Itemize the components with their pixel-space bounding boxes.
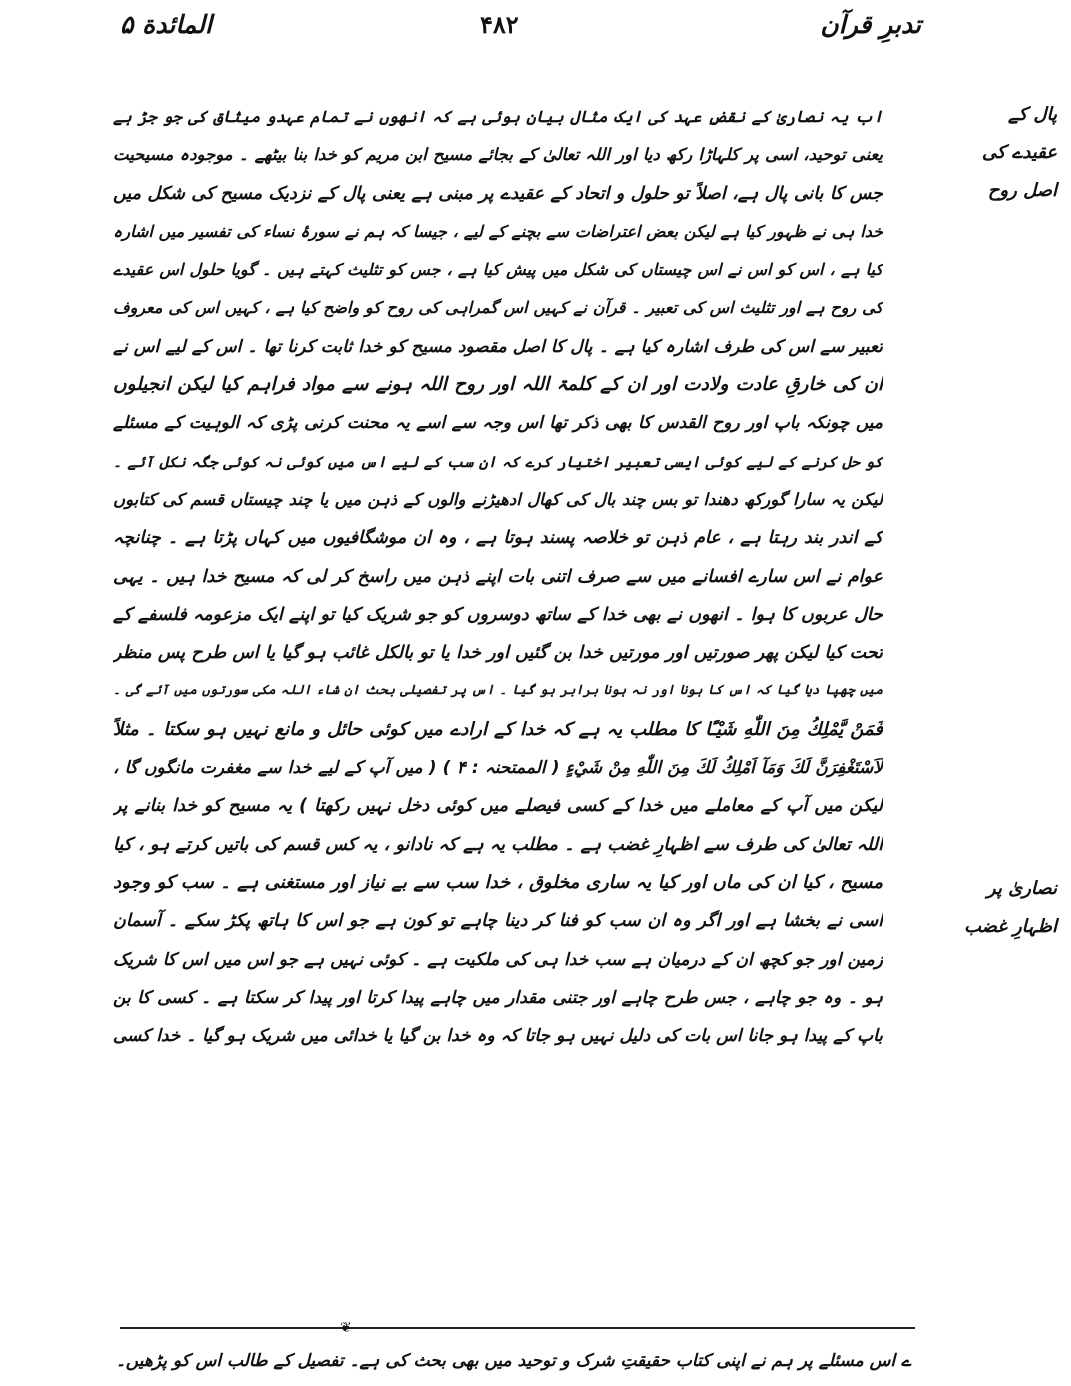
text-line: لَاَسْتَغْفِرَنَّ لَكَ وَمَآ اَمْلِكُ لَكَ مِنَ اللّٰهِ مِنْ شَيْءٍ ( الممتحنہ : ۴ ) ( میں آپ کے لیے خدا سے مغفرت مانگوں گا ، bbox=[113, 758, 883, 779]
text-line: اب یہ نصاریٰ کے نقضِ عہد کی ایک مثال بیان ہوئی ہے کہ انھوں نے تمام عہدو میثاق کی جو جڑ ہے bbox=[113, 107, 883, 126]
text-line: کے اندر بند رہتا ہے ، عام ذہن تو خلاصہ پسند ہوتا ہے ، وہ ان موشگافیوں میں کہاں پڑتا ہے ۔ چنانچہ bbox=[113, 528, 883, 549]
margin-note-paul-doctrine bbox=[962, 96, 1057, 210]
margin-note-line: نصاریٰ پر bbox=[986, 878, 1057, 899]
text-line: لیکن میں آپ کے معاملے میں خدا کے کسی فیصلے میں کوئی دخل نہیں رکھتا ) یہ مسیح کو خدا بنانے پر bbox=[113, 796, 883, 817]
text-line: باپ کے پیدا ہو جانا اس بات کی دلیل نہیں ہو جاتا کہ وہ خدا بن گیا یا خدائی میں شریک ہو گیا ۔ خدا کسی bbox=[113, 1026, 883, 1047]
text-line: اسی نے بخشا ہے اور اگر وہ ان سب کو فنا کر دینا چاہے تو کون ہے جو اس کا ہاتھ پکڑ سکے ۔ آسمان bbox=[113, 911, 883, 932]
text-line: کیا ہے ، اس کو اس نے اس چیستاں کی شکل میں پیش کیا ہے ، جس کو تثلیث کہتے ہیں ۔ گویا حلول اس عقیدے bbox=[113, 260, 883, 280]
margin-note-line: اصل روح bbox=[987, 180, 1057, 201]
text-line: زمین اور جو کچھ ان کے درمیان ہے سب خدا ہی کی ملکیت ہے ۔ کوئی نہیں ہے جو اس میں اس کا شریک bbox=[113, 949, 883, 970]
text-line: اللہ تعالیٰ کی طرف سے اظہارِ غضب ہے ۔ مطلب یہ ہے کہ نادانو ، یہ کس قسم کی باتیں کرتے ہو ، کیا bbox=[113, 834, 883, 855]
book-title: تدبرِ قرآن bbox=[820, 10, 921, 39]
body-text bbox=[113, 98, 883, 1055]
text-line: کو حل کرنے کے لیے کوئی ایسی تعبیر اختیار کرے کہ ان سب کے لیے اس میں کوئی نہ کوئی جگہ نکل آئے ۔ bbox=[113, 452, 883, 471]
text-line: فَمَنْ يَّمْلِكُ مِنَ اللّٰهِ شَيْـًٔا کا مطلب یہ ہے کہ خدا کے ارادے میں کوئی حائل و مانع نہیں ہو سکتا ۔ مثلاً bbox=[113, 718, 883, 740]
text-line: عوام نے اس سارے افسانے میں سے صرف اتنی بات اپنے ذہن میں راسخ کر لی کہ مسیح خدا ہیں ۔ یہی bbox=[113, 566, 883, 587]
text-line: تحت کیا لیکن پھر صورتیں اور مورتیں خدا بن گئیں اور خدا یا تو بالکل غائب ہو گیا یا اس طرح پس منظر bbox=[113, 643, 883, 664]
footnote: ے اس مسئلے پر ہم نے اپنی کتاب حقیقتِ شرک و توحید میں بھی بحث کی ہے۔ تفصیل کے طالب اس کو پڑھیں۔ bbox=[115, 1351, 911, 1371]
surah-name: المائدة ۵ bbox=[120, 10, 212, 39]
footnote-divider bbox=[120, 1327, 915, 1329]
margin-note-line: عقیدے کی bbox=[981, 142, 1057, 163]
text-line: ان کی خارقِ عادت ولادت اور ان کے کلمۃ اللہ اور روح اللہ ہونے سے مواد فراہم کیا لیکن انجیلوں bbox=[113, 374, 883, 396]
text-line: یعنی توحید، اسی پر کلہاڑا رکھ دیا اور اللہ تعالیٰ کے بجائے مسیح ابن مریم کو خدا بنا بیٹھے ۔ موجودہ مسیحیت bbox=[113, 145, 883, 165]
margin-note-line: اظہارِ غضب bbox=[963, 916, 1057, 937]
text-line: مسیح ، کیا ان کی ماں اور کیا یہ ساری مخلوق ، خدا سب سے بے نیاز اور مستغنی ہے ۔ سب کو وجود bbox=[113, 871, 883, 893]
margin-note-line: پال کے bbox=[1008, 104, 1057, 125]
text-line: جس کا بانی پال ہے، اصلاً تو حلول و اتحاد کے عقیدے پر مبنی ہے یعنی پال کے نزدیک مسیح کی شکل میں bbox=[113, 183, 883, 204]
divider-ornament: ❦ bbox=[340, 1320, 352, 1336]
text-line: خدا ہی نے ظہور کیا ہے لیکن بعض اعتراضات سے بچنے کے لیے ، جیسا کہ ہم نے سورۂ نساء کی تفسیر میں اشارہ bbox=[113, 221, 883, 241]
text-line: میں چھپا دیا گیا کہ اس کا ہونا اور نہ ہونا برابر ہو گیا ۔ اس پر تفصیلی بحث ان شاء اللہ مکی سورتوں میں آئے گی ۔ bbox=[113, 683, 883, 699]
text-line: میں چونکہ باپ اور روح القدس کا بھی ذکر تھا اس وجہ سے اسے یہ محنت کرنی پڑی کہ الوہیت کے مسئلے bbox=[113, 413, 883, 434]
text-line: ہو ۔ وہ جو چاہے ، جس طرح چاہے اور جتنی مقدار میں چاہے پیدا کرتا اور پیدا کر سکتا ہے ۔ کسی کا بن bbox=[113, 987, 883, 1008]
page-number: ۴۸۲ bbox=[480, 10, 519, 39]
text-line: کی روح ہے اور تثلیث اس کی تعبیر ۔ قرآن نے کہیں اس گمراہی کی روح کو واضح کیا ہے ، کہیں اس کی معروف bbox=[113, 298, 883, 318]
text-line: حال عربوں کا ہوا ۔ انھوں نے بھی خدا کے ساتھ دوسروں کو جو شریک کیا تو اپنے ایک مزعومہ فلسفے کے bbox=[113, 604, 883, 625]
margin-note-divine-wrath bbox=[962, 870, 1057, 946]
text-line: تعبیر سے اس کی طرف اشارہ کیا ہے ۔ پال کا اصل مقصود مسیح کو خدا ثابت کرنا تھا ۔ اس کے لیے اس نے bbox=[113, 336, 883, 357]
text-line: لیکن یہ سارا گورکھ دھندا تو بس چند بال کی کھال ادھیڑنے والوں کے ذہن میں یا چند چیستاں قسم کی کتابوں bbox=[113, 489, 883, 509]
